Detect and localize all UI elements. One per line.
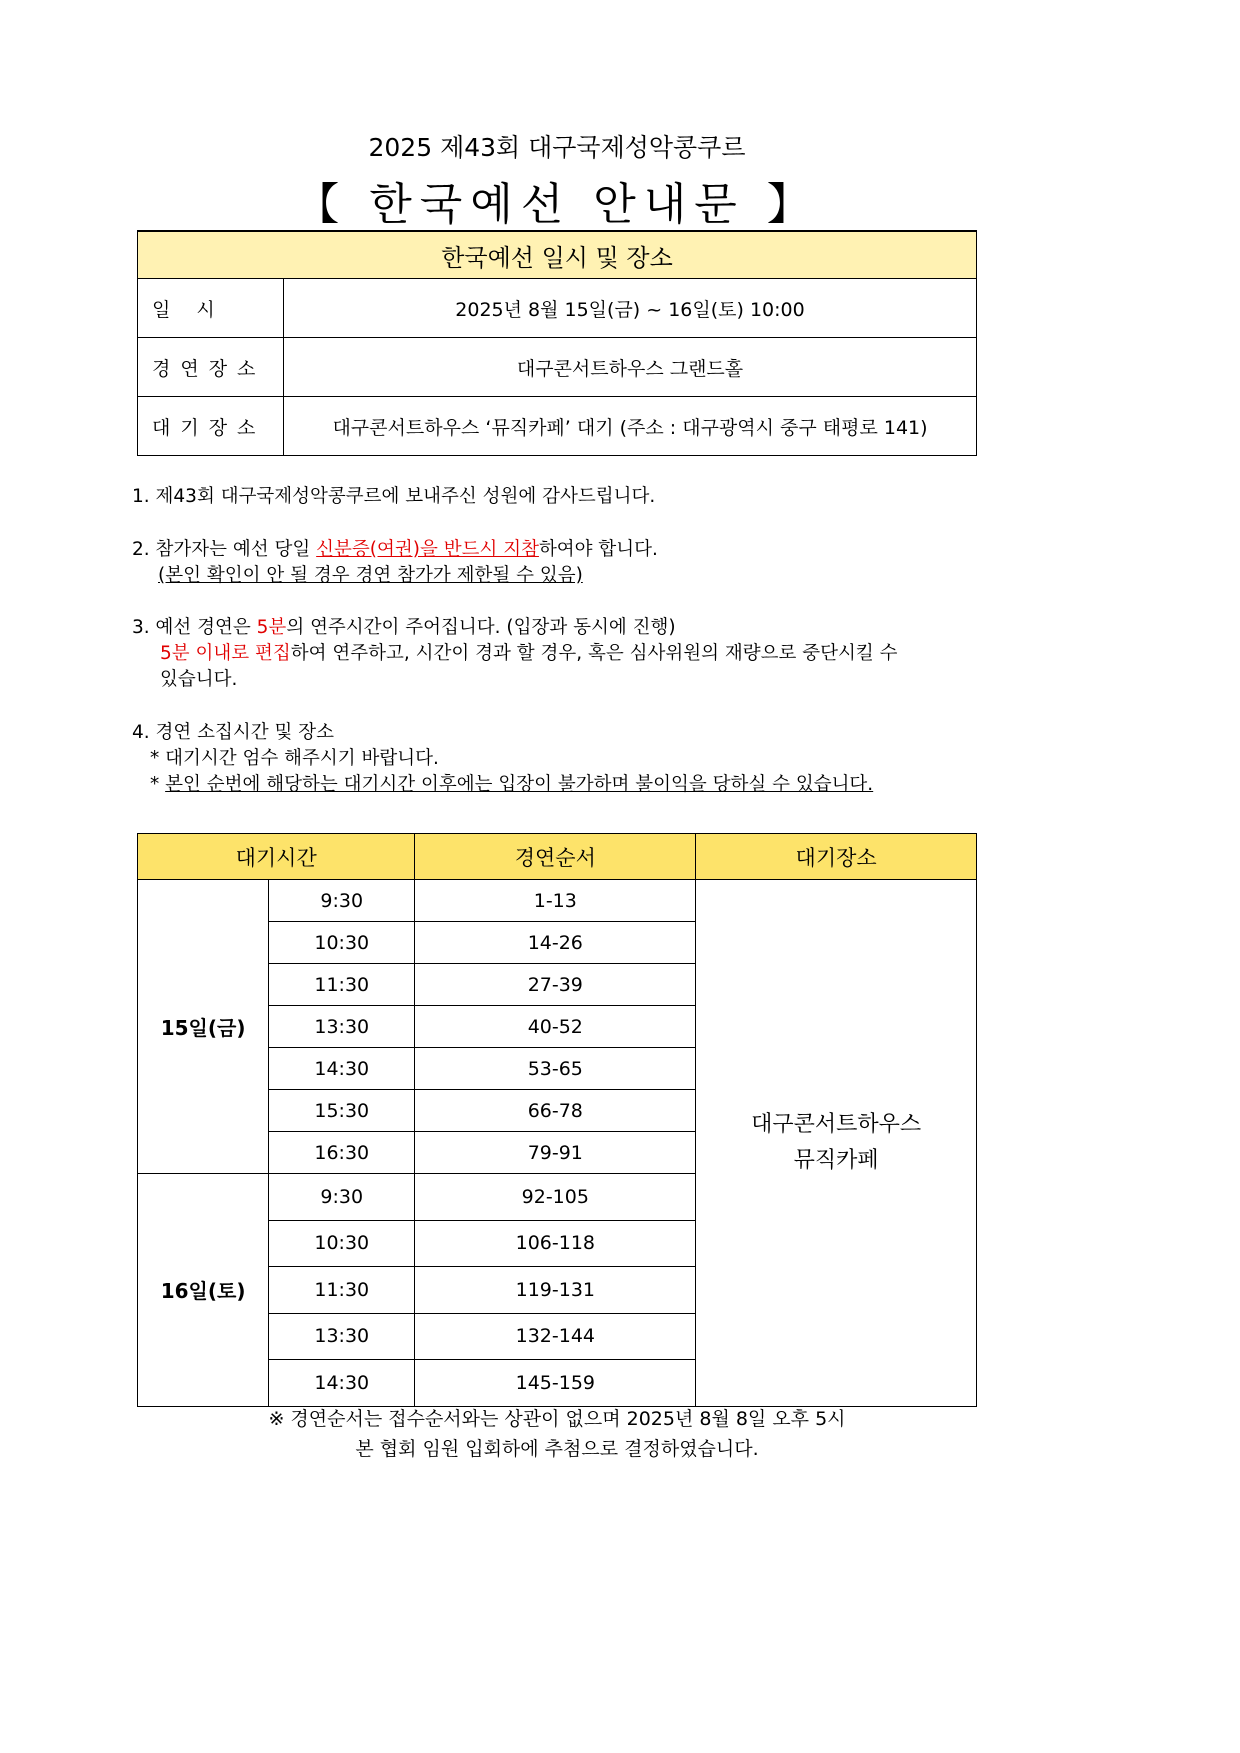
time-cell: 13:30 <box>269 1313 415 1360</box>
note-text: 3. 예선 경연은 <box>132 617 257 638</box>
info-value: 2025년 8월 15일(금) ~ 16일(토) 10:00 <box>284 279 977 338</box>
subtitle: 2025 제43회 대구국제성악콩쿠르 <box>368 133 746 162</box>
info-value: 대구콘서트하우스 그랜드홀 <box>284 338 977 397</box>
note-text: 하여야 합니다. <box>538 539 658 560</box>
order-cell: 53-65 <box>415 1048 696 1090</box>
note-highlight: 5분 이내로 편집 <box>160 643 291 664</box>
order-cell: 66-78 <box>415 1090 696 1132</box>
note-highlight: 5분 <box>256 617 287 638</box>
time-cell: 11:30 <box>269 1267 415 1314</box>
day-cell: 15일(금) <box>138 880 269 1174</box>
page-title: 【 한국예선 안내문 】 <box>295 179 819 230</box>
bullet: * <box>150 774 160 795</box>
note-text: 의 연주시간이 주어집니다. (입장과 동시에 진행) <box>286 617 676 638</box>
note-2 <box>132 537 658 563</box>
note-4b <box>150 772 873 798</box>
note-3 <box>132 615 676 641</box>
footnote <box>137 1404 977 1464</box>
time-cell: 16:30 <box>269 1132 415 1174</box>
time-cell: 9:30 <box>269 880 415 922</box>
col-header: 경연순서 <box>415 834 696 880</box>
time-cell: 13:30 <box>269 1006 415 1048</box>
note-text: 본인 순번에 해당하는 대기시간 이후에는 입장이 불가하며 불이익을 당하실 수 있습니다. <box>165 774 874 795</box>
order-cell: 92-105 <box>415 1174 696 1221</box>
note-3-end: 있습니다. <box>160 669 238 690</box>
time-cell: 14:30 <box>269 1048 415 1090</box>
note-4: 4. 경연 소집시간 및 장소 <box>132 722 335 743</box>
order-cell: 79-91 <box>415 1132 696 1174</box>
time-cell: 9:30 <box>269 1174 415 1221</box>
schedule-table <box>137 833 977 1407</box>
time-cell: 15:30 <box>269 1090 415 1132</box>
order-cell: 145-159 <box>415 1360 696 1407</box>
note-text: 2. 참가자는 예선 당일 <box>132 539 317 560</box>
note-highlight: 신분증(여권)을 반드시 지참 <box>316 539 539 560</box>
order-cell: 119-131 <box>415 1267 696 1314</box>
order-cell: 14-26 <box>415 922 696 964</box>
col-header: 대기장소 <box>696 834 977 880</box>
order-cell: 132-144 <box>415 1313 696 1360</box>
info-header: 한국예선 일시 및 장소 <box>138 231 977 279</box>
info-table <box>137 230 977 456</box>
info-label: 대기장소 <box>138 397 284 456</box>
time-cell: 10:30 <box>269 1220 415 1267</box>
info-value: 대구콘서트하우스 ‘뮤직카페’ 대기 (주소 : 대구광역시 중구 태평로 141) <box>284 397 977 456</box>
place-line: 뮤직카페 <box>793 1147 879 1173</box>
time-cell: 11:30 <box>269 964 415 1006</box>
note-1: 1. 제43회 대구국제성악콩쿠르에 보내주신 성원에 감사드립니다. <box>132 486 656 507</box>
place-cell <box>696 880 977 1407</box>
time-cell: 14:30 <box>269 1360 415 1407</box>
footnote-line: ※ 경연순서는 접수순서와는 상관이 없으며 2025년 8월 8일 오후 5시 <box>268 1408 846 1430</box>
info-label: 경연장소 <box>138 338 284 397</box>
day-cell: 16일(토) <box>138 1174 269 1407</box>
info-label: 일 시 <box>138 279 284 338</box>
note-4a: * 대기시간 엄수 해주시기 바랍니다. <box>150 748 439 769</box>
time-cell: 10:30 <box>269 922 415 964</box>
order-cell: 27-39 <box>415 964 696 1006</box>
note-3-detail <box>160 641 897 667</box>
place-line: 대구콘서트하우스 <box>751 1111 922 1137</box>
note-2-detail: (본인 확인이 안 될 경우 경연 참가가 제한될 수 있음) <box>158 565 583 586</box>
order-cell: 40-52 <box>415 1006 696 1048</box>
footnote-line: 본 협회 임원 입회하에 추첨으로 결정하였습니다. <box>355 1438 759 1460</box>
order-cell: 106-118 <box>415 1220 696 1267</box>
table-row <box>138 880 977 922</box>
col-header: 대기시간 <box>138 834 415 880</box>
order-cell: 1-13 <box>415 880 696 922</box>
note-text: 하여 연주하고, 시간이 경과 할 경우, 혹은 심사위원의 재량으로 중단시킬 수 <box>290 643 898 664</box>
